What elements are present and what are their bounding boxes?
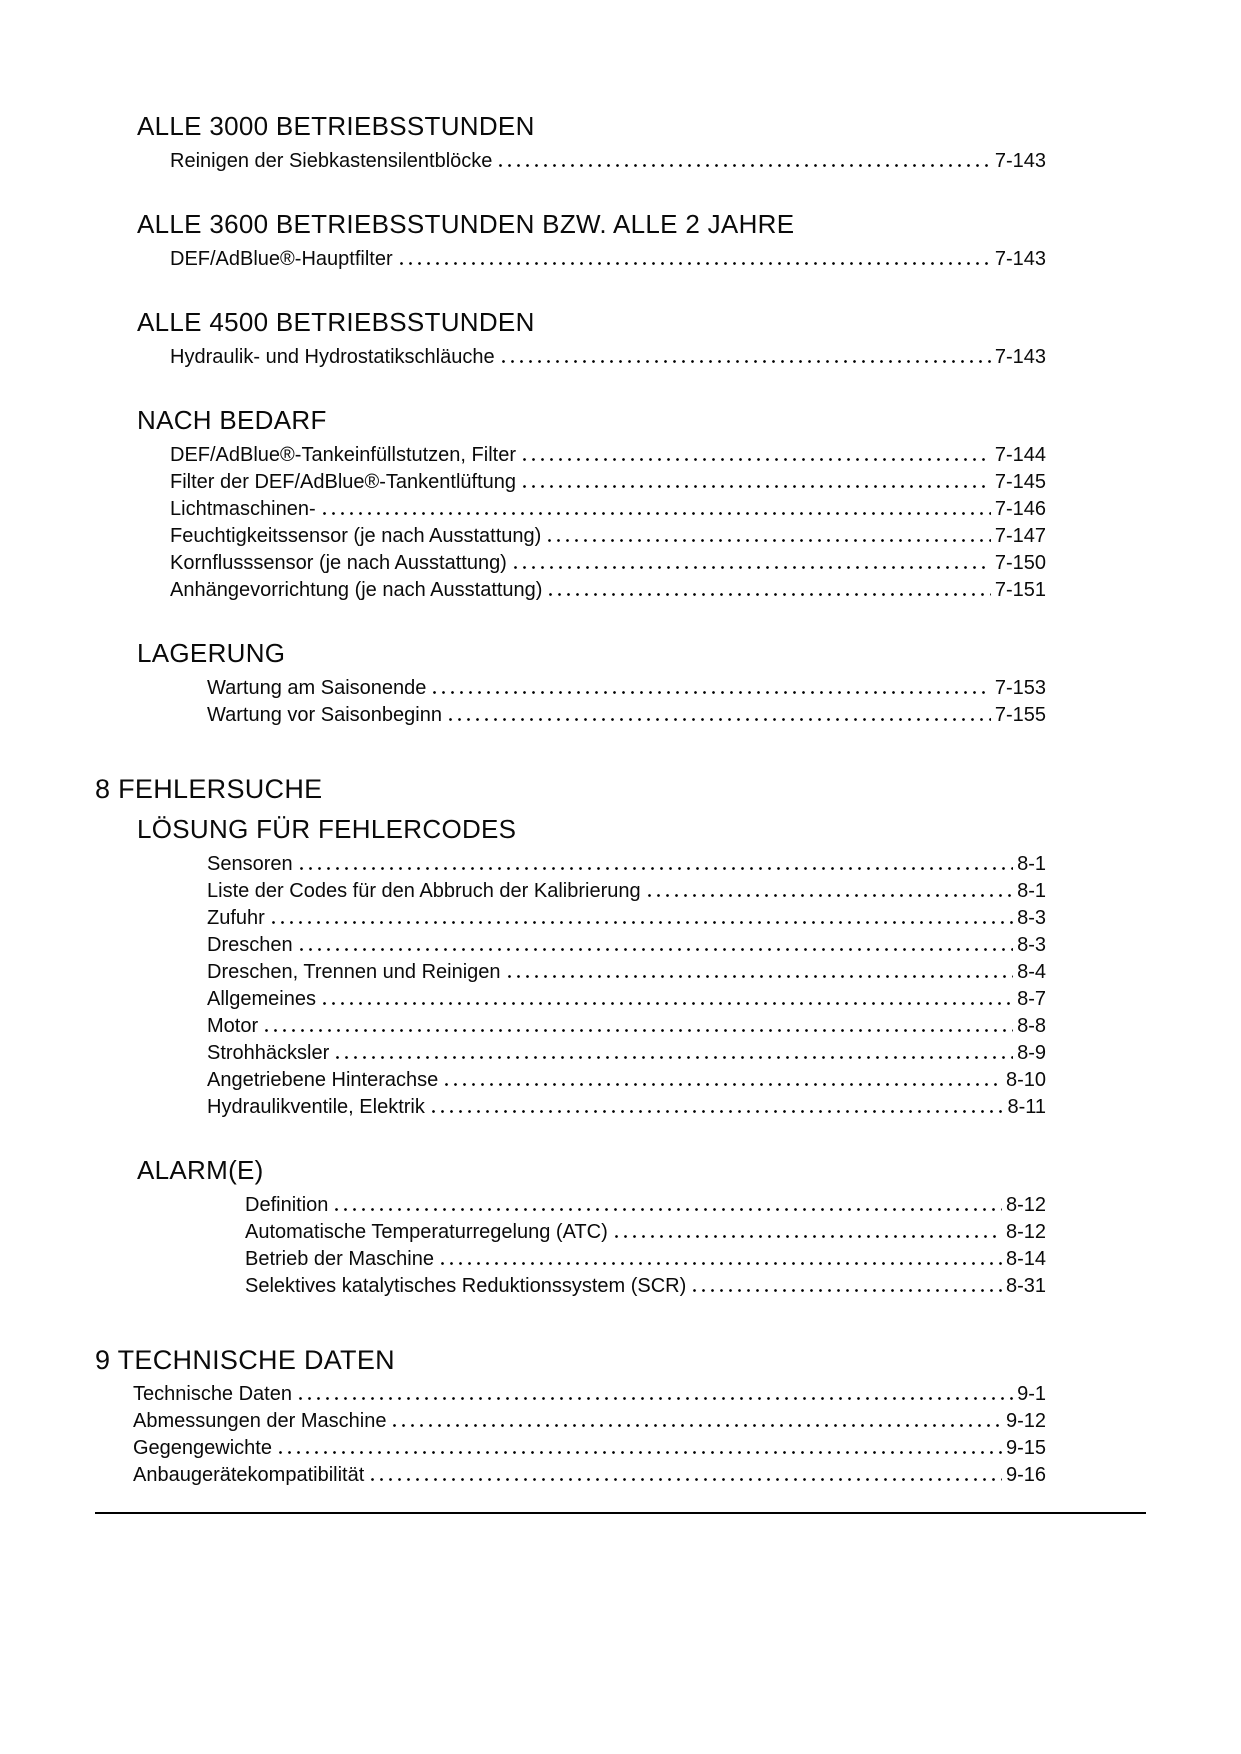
- toc-entry-label: Dreschen: [207, 934, 293, 956]
- dot-leader-icon: [371, 1478, 1002, 1481]
- toc-entry[interactable]: [95, 523, 1046, 550]
- dot-leader-icon: [336, 1056, 1013, 1059]
- toc-entry[interactable]: [95, 1094, 1046, 1121]
- toc-entry-page: 8-7: [1017, 988, 1046, 1010]
- dot-leader-icon: [323, 512, 991, 515]
- dot-leader-icon: [279, 1451, 1002, 1454]
- toc-entry[interactable]: [95, 1192, 1046, 1219]
- toc-entry[interactable]: [95, 932, 1046, 959]
- toc-entry-label: Filter der DEF/AdBlue®-Tankentlüftung: [170, 471, 517, 493]
- toc-entry-label: Hydraulikventile, Elektrik: [207, 1096, 425, 1118]
- toc-entry-label: Definition: [245, 1194, 329, 1216]
- dot-leader-icon: [335, 1208, 1002, 1211]
- toc-entry[interactable]: [95, 702, 1046, 729]
- section-heading: ALLE 3000 BETRIEBSSTUNDEN: [137, 111, 535, 141]
- toc-entry-label: Allgemeines: [207, 988, 316, 1010]
- toc-entry-page: 8-9: [1017, 1042, 1046, 1064]
- toc-entry-page: 7-145: [994, 471, 1046, 493]
- section-heading: ALARM(E): [137, 1155, 264, 1185]
- toc-entry-page: 8-12: [1005, 1194, 1046, 1216]
- toc-entry-label: Sensoren: [207, 853, 293, 875]
- toc-entry-page: 7-153: [994, 677, 1046, 699]
- dot-leader-icon: [445, 1083, 1002, 1086]
- toc-entry-page: 7-143: [994, 150, 1046, 172]
- section-heading: ALLE 4500 BETRIEBSSTUNDEN: [137, 307, 535, 337]
- dot-leader-icon: [300, 867, 1013, 870]
- toc-entry-page: 7-147: [994, 525, 1046, 547]
- toc-entry-page: 8-3: [1017, 907, 1046, 929]
- toc-entry[interactable]: [95, 959, 1046, 986]
- toc-entry[interactable]: [95, 344, 1046, 371]
- toc-entry-label: Automatische Temperaturregelung (ATC): [245, 1221, 608, 1243]
- toc-entry-page: 9-15: [1005, 1437, 1046, 1459]
- toc-entry-label: Motor: [207, 1015, 259, 1037]
- toc-entry-page: 8-8: [1017, 1015, 1046, 1037]
- dot-leader-icon: [400, 262, 991, 265]
- toc-entry[interactable]: [95, 1435, 1046, 1462]
- dot-leader-icon: [393, 1424, 1001, 1427]
- toc-entry[interactable]: [95, 1408, 1046, 1435]
- toc-entry-page: 9-1: [1017, 1383, 1046, 1405]
- toc-entry[interactable]: [95, 1246, 1046, 1273]
- toc-entry-page: 8-31: [1005, 1275, 1046, 1297]
- toc-entry-label: Angetriebene Hinterachse: [207, 1069, 439, 1091]
- toc-entry-label: Selektives katalytisches Reduktionssystem (SCR): [245, 1275, 687, 1297]
- toc-entry[interactable]: [95, 550, 1046, 577]
- toc-entry-page: 8-4: [1017, 961, 1046, 983]
- dot-leader-icon: [615, 1235, 1002, 1238]
- toc-entry-page: 7-150: [994, 552, 1046, 574]
- toc-entry-label: Technische Daten: [133, 1383, 292, 1405]
- dot-leader-icon: [508, 975, 1014, 978]
- toc-entry-label: Wartung am Saisonende: [207, 677, 427, 699]
- section-heading: NACH BEDARF: [137, 405, 327, 435]
- toc-entry-label: Betrieb der Maschine: [245, 1248, 434, 1270]
- dot-leader-icon: [648, 894, 1014, 897]
- dot-leader-icon: [523, 458, 991, 461]
- toc-entry-label: Kornflusssensor (je nach Ausstattung): [170, 552, 507, 574]
- dot-leader-icon: [548, 539, 991, 542]
- toc-entry-page: 7-144: [994, 444, 1046, 466]
- toc-entry-page: 7-143: [994, 346, 1046, 368]
- toc-entry[interactable]: [95, 1040, 1046, 1067]
- toc-entry-page: 7-146: [994, 498, 1046, 520]
- dot-leader-icon: [502, 360, 991, 363]
- toc-entry[interactable]: [95, 577, 1046, 604]
- toc-entry-label: Strohhäcksler: [207, 1042, 330, 1064]
- dot-leader-icon: [433, 691, 990, 694]
- toc-entry[interactable]: [95, 442, 1046, 469]
- toc-entry-page: 7-155: [994, 704, 1046, 726]
- toc-entry[interactable]: [95, 1462, 1046, 1489]
- toc-entry[interactable]: [95, 1067, 1046, 1094]
- toc-entry[interactable]: [95, 1273, 1046, 1300]
- toc-entry-page: 8-1: [1017, 880, 1046, 902]
- toc-entry-label: Reinigen der Siebkastensilentblöcke: [170, 150, 493, 172]
- toc-entry[interactable]: [95, 1219, 1046, 1246]
- toc-entry-page: 9-12: [1005, 1410, 1046, 1432]
- toc-entry-label: Anhängevorrichtung (je nach Ausstattung): [170, 579, 543, 601]
- toc-entry-label: Dreschen, Trennen und Reinigen: [207, 961, 501, 983]
- toc-entry-label: Wartung vor Saisonbeginn: [207, 704, 442, 726]
- toc-entry-page: 8-10: [1005, 1069, 1046, 1091]
- section-heading: LAGERUNG: [137, 638, 286, 668]
- dot-leader-icon: [523, 485, 991, 488]
- toc-entry[interactable]: [95, 851, 1046, 878]
- section-heading: LÖSUNG FÜR FEHLERCODES: [137, 814, 517, 844]
- chapter-heading: 8 FEHLERSUCHE: [95, 774, 323, 804]
- dot-leader-icon: [449, 718, 991, 721]
- toc-entry-label: DEF/AdBlue®-Hauptfilter: [170, 248, 393, 270]
- toc-entry-label: Gegengewichte: [133, 1437, 272, 1459]
- dot-leader-icon: [514, 566, 991, 569]
- toc-entry-label: Abmessungen der Maschine: [133, 1410, 387, 1432]
- toc-entry-page: 7-151: [994, 579, 1046, 601]
- toc-entry[interactable]: [95, 675, 1046, 702]
- toc-entry-label: Lichtmaschinen-: [170, 498, 316, 520]
- dot-leader-icon: [549, 593, 990, 596]
- footer-divider: [95, 1512, 1146, 1514]
- toc-entry[interactable]: [95, 246, 1046, 273]
- toc-entry-page: 9-16: [1005, 1464, 1046, 1486]
- dot-leader-icon: [323, 1002, 1013, 1005]
- toc-entry-label: Zufuhr: [207, 907, 265, 929]
- toc-entry[interactable]: [95, 1013, 1046, 1040]
- toc-entry-label: Feuchtigkeitssensor (je nach Ausstattung): [170, 525, 542, 547]
- toc-entry-page: 8-12: [1005, 1221, 1046, 1243]
- toc-entry[interactable]: [95, 148, 1046, 175]
- toc-entry-label: Anbaugerätekompatibilität: [133, 1464, 365, 1486]
- toc-entry-page: 8-3: [1017, 934, 1046, 956]
- toc-entry[interactable]: [95, 905, 1046, 932]
- dot-leader-icon: [432, 1110, 1004, 1113]
- dot-leader-icon: [300, 948, 1013, 951]
- toc-entry[interactable]: [95, 496, 1046, 523]
- dot-leader-icon: [299, 1397, 1013, 1400]
- dot-leader-icon: [272, 921, 1013, 924]
- toc-entry-page: 8-14: [1005, 1248, 1046, 1270]
- dot-leader-icon: [265, 1029, 1013, 1032]
- toc-entry[interactable]: [95, 1381, 1046, 1408]
- toc-entry-label: Liste der Codes für den Abbruch der Kalibrierung: [207, 880, 641, 902]
- toc: [95, 110, 1046, 1489]
- toc-entry-page: 8-11: [1007, 1096, 1046, 1118]
- dot-leader-icon: [693, 1289, 1002, 1292]
- dot-leader-icon: [499, 164, 990, 167]
- toc-entry-page: 8-1: [1017, 853, 1046, 875]
- toc-entry[interactable]: [95, 469, 1046, 496]
- toc-entry-label: Hydraulik- und Hydrostatikschläuche: [170, 346, 495, 368]
- chapter-heading: 9 TECHNISCHE DATEN: [95, 1345, 395, 1375]
- toc-entry-label: DEF/AdBlue®-Tankeinfüllstutzen, Filter: [170, 444, 516, 466]
- toc-entry[interactable]: [95, 878, 1046, 905]
- dot-leader-icon: [441, 1262, 1002, 1265]
- toc-entry-page: 7-143: [994, 248, 1046, 270]
- section-heading: ALLE 3600 BETRIEBSSTUNDEN BZW. ALLE 2 JAHRE: [137, 209, 795, 239]
- toc-entry[interactable]: [95, 986, 1046, 1013]
